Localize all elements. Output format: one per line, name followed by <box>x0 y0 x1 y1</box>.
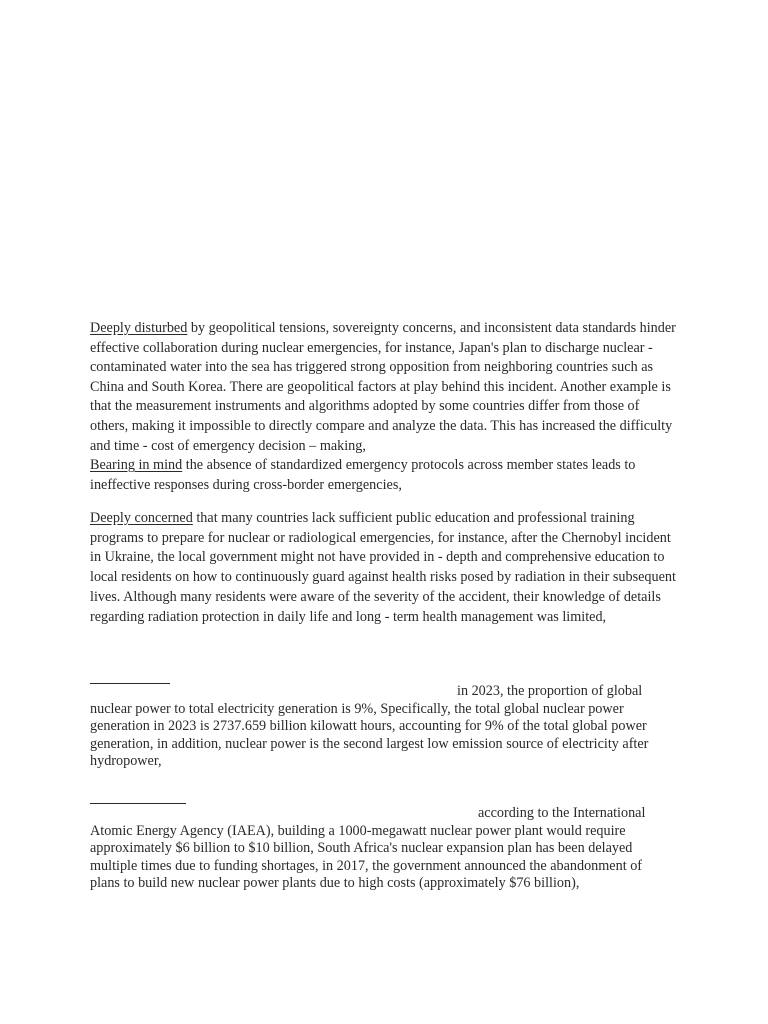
clause-text-bearing-in-mind: the absence of standardized emergency protocols across member states leads to ineffective responses during cross-border emergencies, <box>90 457 636 493</box>
clause-deeply-disturbed <box>90 319 680 456</box>
clause-deeply-concerned <box>90 509 680 627</box>
clause-lead-deeply-concerned: Deeply concerned <box>90 510 193 526</box>
clause-iaea-cost-text: Atomic Energy Agency (IAEA), building a 1000-megawatt nuclear power plant would require approximately $6 billion to $10 billion, South Africa's nuclear expansion plan has been delayed multiple times due to funding shortages, in 2017, the government announced the abandonment of plans to build new nuclear power plants due to high costs (approximately $76 billion), <box>90 822 643 892</box>
clause-nuclear-share-first-line: in 2023, the proportion of global <box>457 683 643 699</box>
preamble-block-2 <box>90 509 680 627</box>
clause-nuclear-share <box>90 683 670 771</box>
blank-underline-2 <box>90 803 186 804</box>
clause-text-deeply-concerned: that many countries lack sufficient public education and professional training programs to prepare for nuclear or radiological emergencies, for instance, after the Chernobyl incident in Ukraine, the local government might not have provided in - depth and comprehensive education to local residents on how to continuously guard against health risks posed by radiation in their subsequent lives. Although many residents were aware of the severity of the accident, their knowledge of details regarding radiation protection in daily life and long - term health management was limited, <box>90 510 676 625</box>
clause-nuclear-share-text: nuclear power to total electricity generation is 9%, Specifically, the total global nuclear power generation in 2023 is 2737.659 billion kilowatt hours, accounting for 9% of the total global power generation, in addition, nuclear power is the second largest low emission source of electricity after hydropower, <box>90 700 649 770</box>
clause-iaea-cost-first-line: according to the International <box>478 805 646 821</box>
clause-lead-bearing-in-mind: Bearing in mind <box>90 457 183 474</box>
clause-text-deeply-disturbed: by geopolitical tensions, sovereignty concerns, and inconsistent data standards hinder effective collaboration during nuclear emergencies, for instance, Japan's plan to discharge nuclear - contaminated water into the sea has triggered strong opposition from neighboring countries such as China and South Korea. There are geopolitical factors at play behind this incident. Another example is that the measurement instruments and algorithms adopted by some countries differ from those of others, making it impossible to directly compare and analyze the data. This has increased the difficulty and time - cost of emergency decision – making, <box>90 320 676 454</box>
preamble-block-1 <box>90 319 680 495</box>
clause-iaea-cost <box>90 805 670 893</box>
clause-lead-deeply-disturbed: Deeply disturbed <box>90 320 188 336</box>
clause-bearing-in-mind <box>90 456 680 495</box>
